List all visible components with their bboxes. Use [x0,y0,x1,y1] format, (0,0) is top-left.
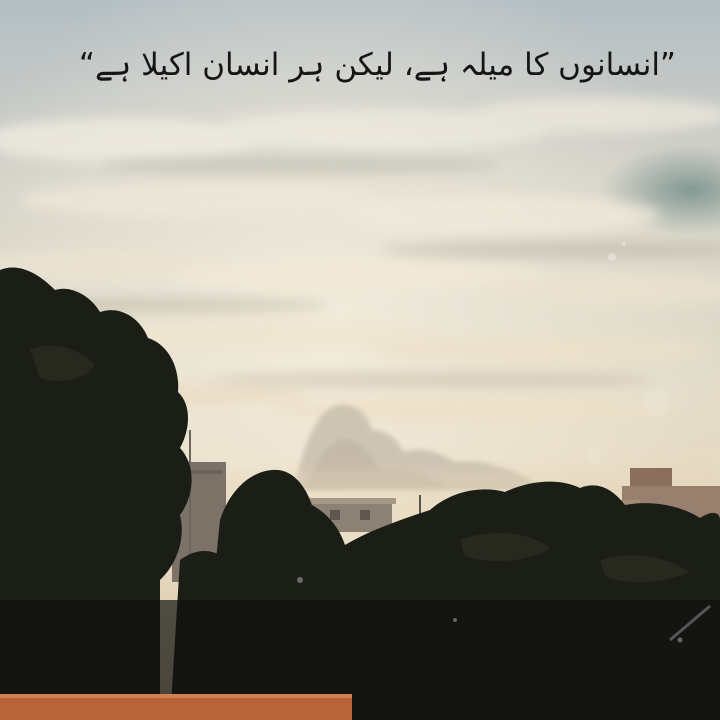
urdu-quote: ”انسانوں کا میلہ ہے، لیکن ہر انسان اکیلا ہے“ [78,47,676,83]
orange-roof-edge [0,694,352,720]
